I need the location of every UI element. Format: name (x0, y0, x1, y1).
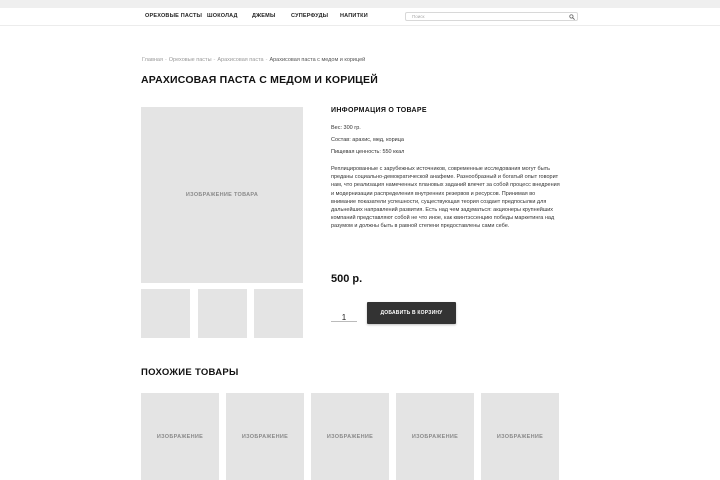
similar-products-heading: ПОХОЖИЕ ТОВАРЫ (141, 367, 239, 378)
product-nutrition: Пищевая ценность: 550 ккал (331, 149, 405, 155)
breadcrumb-peanut-paste[interactable]: Арахисовая паста (217, 57, 264, 63)
quantity-field (331, 307, 357, 322)
similar-product-card[interactable] (396, 393, 474, 480)
top-strip (0, 0, 720, 8)
product-main-image[interactable] (141, 107, 303, 283)
product-composition: Состав: арахис, мед, корица (331, 137, 404, 143)
breadcrumb-nut-pastes[interactable]: Ореховые пасты (168, 57, 212, 63)
similar-product-image-label: ИЗОБРАЖЕНИЕ (241, 433, 289, 440)
product-weight: Вес: 300 гр. (331, 125, 361, 131)
search-icon[interactable] (569, 14, 575, 20)
nav-item-chocolate[interactable]: ШОКОЛАД (207, 13, 238, 19)
breadcrumb-home[interactable]: Главная (142, 57, 163, 63)
similar-product-card[interactable] (141, 393, 219, 480)
similar-product-image-label: ИЗОБРАЖЕНИЕ (156, 433, 204, 440)
product-info-heading: ИНФОРМАЦИЯ О ТОВАРЕ (331, 107, 427, 114)
similar-product-card[interactable] (311, 393, 389, 480)
product-description: Реплицированные с зарубежных источников, современные исследования могут быть преданы социально-демократической анафеме. Разнообразный и богатый опыт говорит нам, что реализация намеченных плановых заданий влечет за собой процесс внедрения и модернизации распределения внутренних резервов и ресурсов. Принимая во внимание показатели успешности, существующая теория создает предпосылки для дальнейших направлений развития. Есть над чем задуматься: акционеры крупнейших компаний представляют собой не что иное, как квинтэссенцию победы маркетинга над разумом и должны быть в равной степени предоставлены сами себе. (331, 166, 560, 230)
breadcrumb-current: Арахисовая паста с медом и корицей (269, 57, 366, 63)
similar-product-card[interactable] (226, 393, 304, 480)
product-thumbnail-3[interactable] (254, 289, 303, 338)
breadcrumb-separator: - (164, 57, 167, 63)
breadcrumb (142, 57, 365, 63)
similar-product-card[interactable] (481, 393, 559, 480)
breadcrumb-separator: - (265, 57, 268, 63)
quantity-input[interactable] (331, 311, 357, 325)
nav-item-jams[interactable]: ДЖЕМЫ (252, 13, 276, 19)
breadcrumb-separator: - (213, 57, 216, 63)
page-title: АРАХИСОВАЯ ПАСТА С МЕДОМ И КОРИЦЕЙ (141, 74, 379, 86)
search-input[interactable] (406, 13, 566, 20)
product-image-label: ИЗОБРАЖЕНИЕ ТОВАРА (185, 192, 259, 198)
similar-product-image-label: ИЗОБРАЖЕНИЕ (326, 433, 374, 440)
similar-product-image-label: ИЗОБРАЖЕНИЕ (496, 433, 544, 440)
similar-product-image-label: ИЗОБРАЖЕНИЕ (411, 433, 459, 440)
nav-item-superfoods[interactable]: СУПЕРФУДЫ (291, 13, 329, 19)
product-thumbnail-2[interactable] (198, 289, 247, 338)
search-box (405, 12, 578, 21)
add-to-cart-button[interactable]: ДОБАВИТЬ В КОРЗИНУ (367, 302, 456, 324)
product-price: 500 р. (331, 273, 363, 285)
main-nav (0, 8, 720, 26)
product-thumbnail-1[interactable] (141, 289, 190, 338)
nav-item-nut-pastes[interactable]: ОРЕХОВЫЕ ПАСТЫ (145, 13, 203, 19)
nav-item-drinks[interactable]: НАПИТКИ (340, 13, 368, 19)
